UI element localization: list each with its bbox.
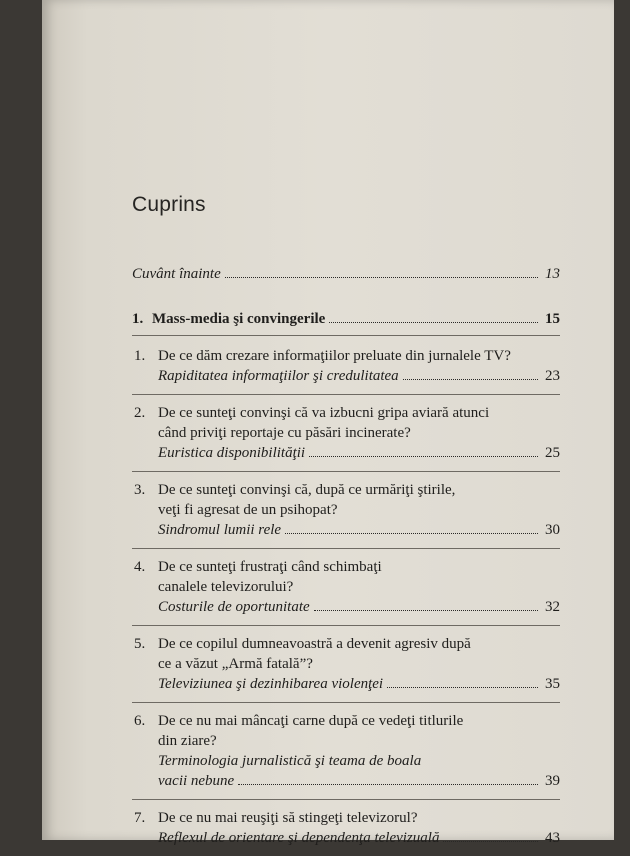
entry-question-line: când priviţi reportaje cu păsări incinerate?: [158, 425, 411, 441]
entry-number: 1.: [134, 348, 146, 364]
entry-subtitle-line: [158, 828, 560, 848]
dot-leader: [285, 533, 538, 534]
page-number: 35: [545, 676, 560, 692]
entry-subtitle-line: [158, 520, 560, 540]
entry-body: [158, 346, 560, 386]
toc-entry: [132, 808, 560, 848]
entry-question-line: din ziare?: [158, 733, 217, 749]
book-page: [42, 0, 614, 846]
page-number: 13: [545, 266, 560, 282]
contents-heading: Cuprins: [132, 193, 206, 216]
divider: [132, 548, 560, 549]
entry-number: 4.: [134, 559, 146, 575]
entry-question-line: De ce sunteţi convinşi că, după ce urmăriţi ştirile,: [158, 482, 456, 498]
chapter-title: Mass-media şi convingerile: [152, 311, 326, 327]
toc-intro-entry: [132, 264, 560, 284]
divider: [132, 702, 560, 703]
entry-number: 3.: [134, 482, 146, 498]
toc-entry: [132, 557, 560, 617]
entry-body: [158, 711, 560, 791]
toc-entry: [132, 346, 560, 386]
entry-body: [158, 480, 560, 540]
entry-subtitle: Rapiditatea informaţiilor şi credulitatea: [158, 368, 399, 384]
entry-question-line: De ce sunteţi convinşi că va izbucni gripa aviară atunci: [158, 405, 490, 421]
dot-leader: [387, 687, 538, 688]
dot-leader: [309, 456, 538, 457]
entry-number: 2.: [134, 405, 146, 421]
toc-entries: [132, 346, 560, 848]
entry-question-line: ce a văzut „Armă fatală”?: [158, 656, 313, 672]
dot-leader: [403, 379, 538, 380]
entry-subtitle: Televiziunea şi dezinhibarea violenţei: [158, 676, 384, 692]
divider: [132, 394, 560, 395]
entry-body: [158, 557, 560, 617]
toc-entry: [132, 403, 560, 463]
page-number: 15: [545, 311, 560, 327]
entry-question-line: De ce sunteţi frustraţi când schimbaţi: [158, 559, 382, 575]
entry-question-line: veţi fi agresat de un psihopat?: [158, 502, 338, 518]
entry-question-line: De ce dăm crezare informaţiilor preluate din jurnalele TV?: [158, 348, 511, 364]
entry-number: 7.: [134, 810, 146, 826]
entry-subtitle-line: [158, 443, 560, 463]
entry-question-line: canalele televizorului?: [158, 579, 294, 595]
table-of-contents: [132, 264, 560, 856]
dot-leader: [225, 277, 538, 278]
entry-subtitle-line: [158, 597, 560, 617]
page-number: 32: [545, 599, 560, 615]
divider: [132, 335, 560, 336]
entry-number: 5.: [134, 636, 146, 652]
entry-subtitle: Costurile de oportunitate: [158, 599, 310, 615]
page-number: 23: [545, 368, 560, 384]
dot-leader: [238, 784, 538, 785]
page-number: 43: [545, 830, 560, 846]
entry-question-line: De ce nu mai mâncaţi carne după ce vedeţi titlurile: [158, 713, 464, 729]
entry-subtitle-line: [158, 366, 560, 386]
toc-entry: [132, 711, 560, 791]
page-number: 30: [545, 522, 560, 538]
divider: [132, 471, 560, 472]
entry-subtitle: Sindromul lumii rele: [158, 522, 282, 538]
entry-question-line: De ce copilul dumneavoastră a devenit agresiv după: [158, 636, 471, 652]
toc-chapter-entry: [132, 309, 560, 329]
entry-subtitle: vacii nebune: [158, 773, 235, 789]
chapter-number: 1.: [132, 311, 144, 327]
intro-title: Cuvânt înainte: [132, 266, 221, 282]
entry-subtitle: Euristica disponibilităţii: [158, 445, 306, 461]
entry-subtitle-line: [158, 674, 560, 694]
divider: [132, 799, 560, 800]
entry-question-line: De ce nu mai reuşiţi să stingeţi televizorul?: [158, 810, 418, 826]
toc-entry: [132, 480, 560, 540]
page-number: 25: [545, 445, 560, 461]
page-number: 39: [545, 773, 560, 789]
dot-leader: [314, 610, 538, 611]
divider: [132, 625, 560, 626]
dot-leader: [329, 322, 538, 323]
entry-body: [158, 634, 560, 694]
entry-subtitle: Reflexul de orientare şi dependenţa televizuală: [158, 830, 440, 846]
toc-entry: [132, 634, 560, 694]
dot-leader: [443, 841, 538, 842]
entry-number: 6.: [134, 713, 146, 729]
entry-question-line: Terminologia jurnalistică şi teama de boala: [158, 753, 422, 769]
entry-body: [158, 403, 560, 463]
entry-subtitle-line: [158, 771, 560, 791]
entry-body: [158, 808, 560, 848]
